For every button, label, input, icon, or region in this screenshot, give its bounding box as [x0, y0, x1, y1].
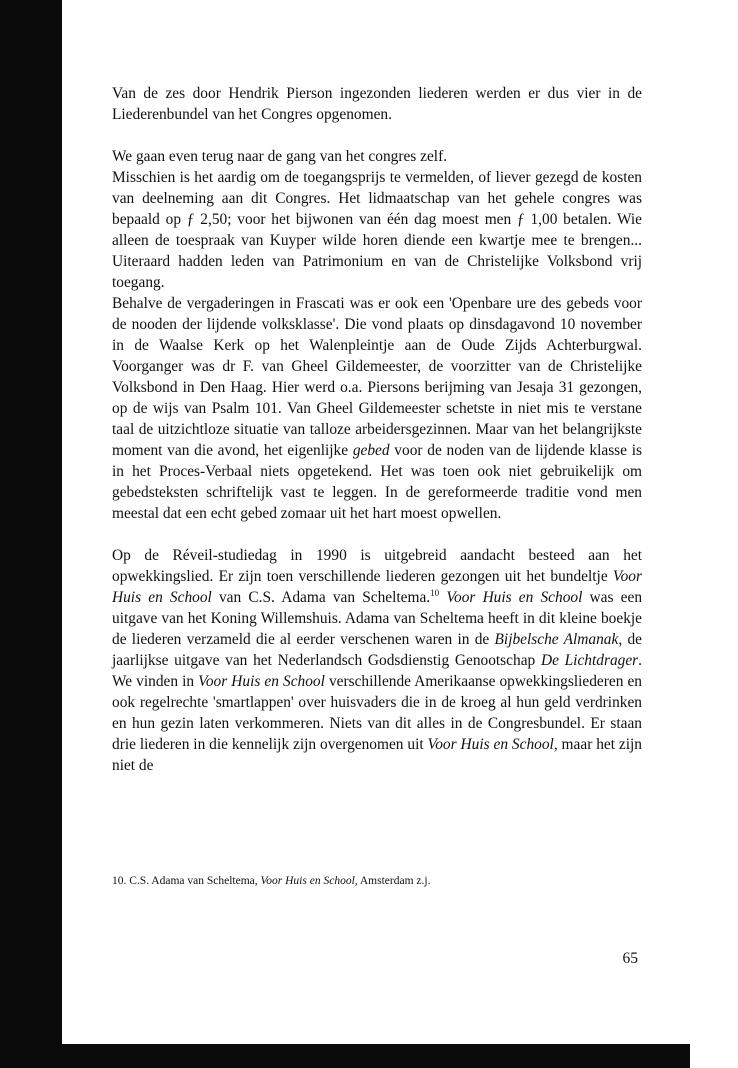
- paragraph-5-text: , maar het zijn niet de: [112, 736, 643, 774]
- paragraph-5: [112, 545, 642, 776]
- footnote-text: C.S. Adama van Scheltema,: [126, 875, 261, 887]
- paragraph-5-text: van C.S. Adama van Scheltema.: [211, 589, 431, 606]
- paragraph-5-text: verschillende Amerikaanse opwekkingsliederen en ook regelrechte 'smartlappen' over huisvaders die in de kroeg al hun geld verdrinken en hun gezin laten verkommeren. Niets van dit alles in de Congresbundel. Er staan drie liederen in die kennelijk zijn overgenomen uit: [112, 673, 642, 753]
- paragraph-4-text-a: Behalve de vergaderingen in Frascati was er ook een 'Openbare ure des gebeds voor de nooden der lijdende volksklasse'. Die vond plaats op dinsdagavond 10 november in de Waalse Kerk op het Walenpleintje aan de Oude Zijds Achterburgwal. Voorganger was dr F. van Gheel Gildemeester, de voorzitter van de Christelijke Volksbond in Den Haag. Hier werd o.a. Piersons berijming van Jesaja 31 gezongen, op de wijs van Psalm 101. Van Gheel Gildemeester schetste in niet mis te verstane taal de uitzichtloze situatie van talloze arbeidersgezinnen. Maar van het belangrijkste moment van die avond, het eigenlijke: [112, 295, 642, 459]
- paragraph-gap: [112, 524, 642, 545]
- paragraph-5-text: was een uitgave van het Koning Willemshuis. Adama van Scheltema heeft in dit kleine boekje de liederen verzameld die al eerder verschenen waren in de: [112, 589, 643, 648]
- paragraph-2: We gaan even terug naar de gang van het congres zelf.: [112, 148, 448, 165]
- footnote-number: 10.: [112, 875, 127, 887]
- paragraph-5-italic: Voor Huis en School: [427, 736, 554, 753]
- paragraph-4-italic: gebed: [352, 442, 390, 459]
- page-body: [112, 83, 642, 776]
- page-number: 65: [622, 950, 638, 967]
- footnote: [112, 873, 642, 889]
- scan-border-left: [0, 0, 62, 1068]
- footnote-italic-title: Voor Huis en School,: [260, 875, 358, 887]
- paragraph-5-italic: Voor Huis en School: [446, 589, 583, 606]
- paragraph-3: Misschien is het aardig om de toegangsprijs te vermelden, of liever gezegd de kosten van deelneming aan dit Congres. Het lidmaatschap van het gehele congres was bepaald op ƒ 2,50; voor het bijwonen van één dag moest men ƒ 1,00 betalen. Wie alleen de toespraak van Kuyper wilde horen diende een kwartje mee te brengen... Uiteraard hadden leden van Patrimonium en van de Christelijke Volksbond vrij toegang.: [112, 169, 642, 291]
- paragraph-1: Van de zes door Hendrik Pierson ingezonden liederen werden er dus vier in de Liederenbundel van het Congres opgenomen.: [112, 85, 642, 123]
- paragraph-5-text: , de jaarlijkse uitgave van het Nederlandsch Godsdienstig Genootschap: [112, 631, 642, 669]
- scan-border-bottom: [0, 1044, 690, 1068]
- paragraph-5-italic: Bijbelsche Almanak: [494, 631, 619, 648]
- footnote-text: Amsterdam z.j.: [357, 875, 431, 887]
- paragraph-5-text: Op de Réveil-studiedag in 1990 is uitgebreid aandacht besteed aan het opwekkingslied. Er zijn toen verschillende liederen gezongen uit het bundeltje: [112, 547, 642, 585]
- paragraph-4-text-b: voor de noden van de lijdende klasse is in het Proces-Verbaal niets opgetekend. Het was toen ook niet gebruikelijk om gebedsteksten schriftelijk vast te leggen. In de gereformeerde traditie vond men meestal dat een echt gebed zomaar uit het hart moest opwellen.: [112, 442, 643, 522]
- paragraph-5-text: . We vinden in: [112, 652, 643, 690]
- paragraph-4: [112, 293, 642, 524]
- paragraph-5-italic: Voor Huis en School: [198, 673, 325, 690]
- paragraph-gap: [112, 125, 642, 146]
- footnote-reference: 10: [430, 588, 440, 598]
- paragraph-5-italic: De Lichtdrager: [540, 652, 639, 669]
- paragraph-5-italic: Voor Huis en School: [112, 568, 642, 606]
